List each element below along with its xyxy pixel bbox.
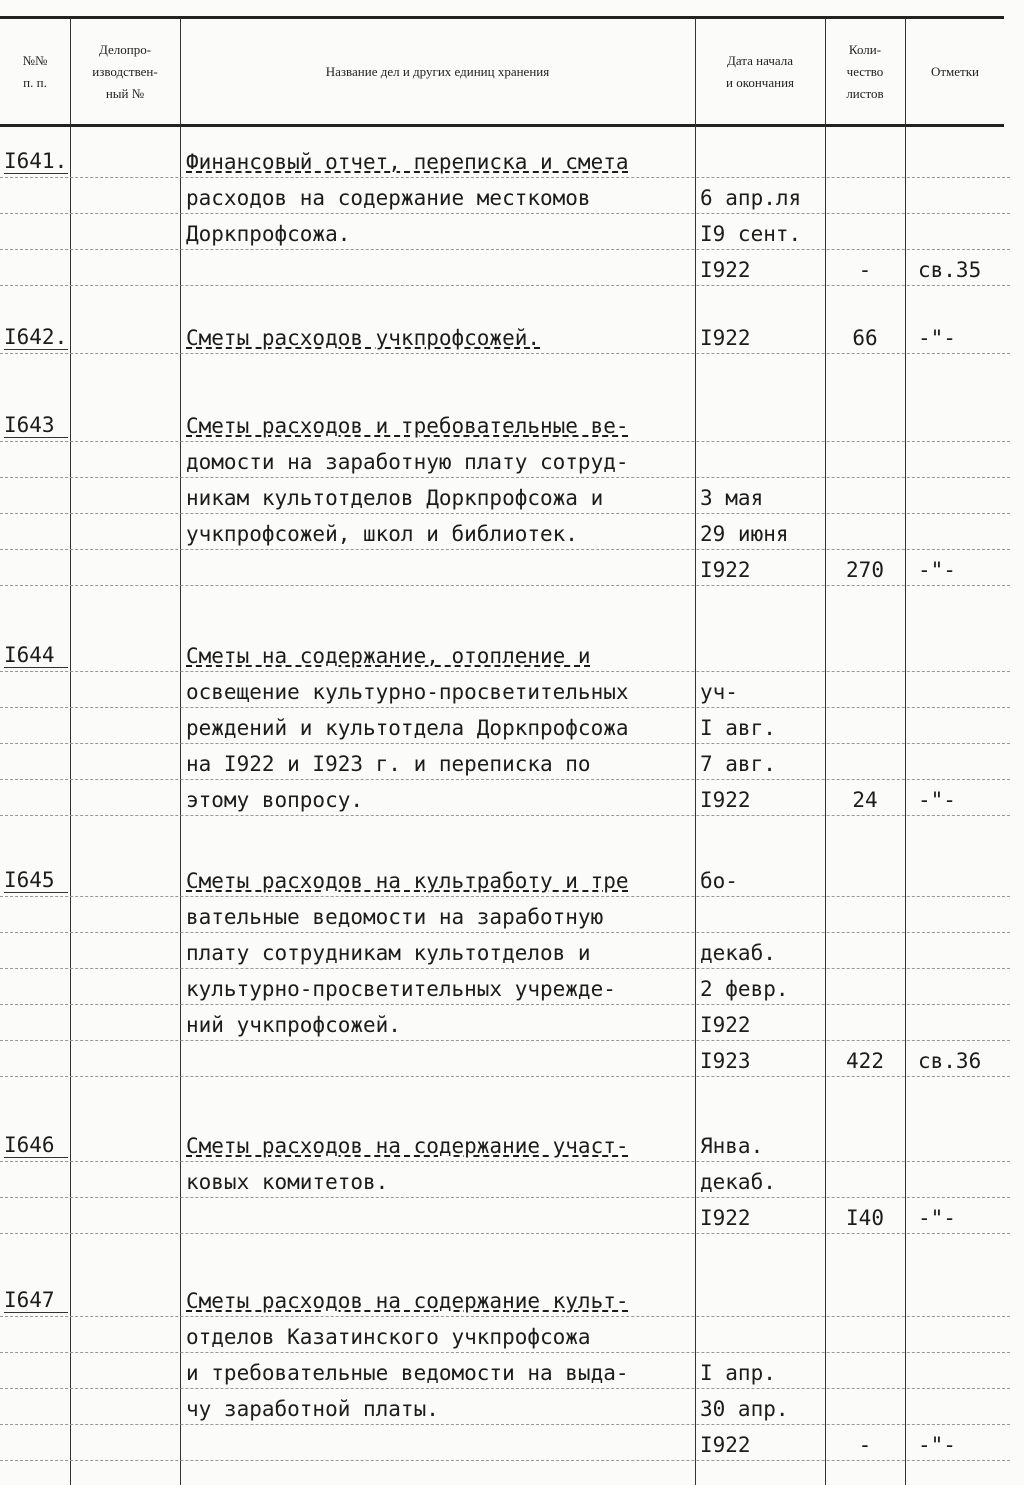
header-marks <box>905 22 1005 122</box>
record-line <box>0 142 1010 178</box>
record-date: 2 февр. <box>700 977 789 1001</box>
record-count: 24 <box>852 788 878 812</box>
record-mark: -"- <box>918 326 956 350</box>
record-title: плату сотрудникам культотделов и <box>186 941 591 965</box>
record-title: этому вопросу. <box>186 788 364 812</box>
record-date: I авг. <box>700 716 776 740</box>
record-title: и требовательные ведомости на выда- <box>186 1361 629 1385</box>
record-number: I643 <box>4 413 68 438</box>
record-line <box>0 1425 1010 1461</box>
header-sheet-count <box>825 22 905 122</box>
header-text: Коли- <box>848 42 882 57</box>
record-title: ний учкпрофсожей. <box>186 1013 401 1037</box>
record-number: I642. <box>4 325 68 349</box>
header-text: Название дел и других единиц хранения <box>325 64 550 79</box>
record-date: уч- <box>700 680 738 704</box>
record-count: 270 <box>846 558 884 582</box>
record-number: I644 <box>4 643 68 668</box>
header-number <box>0 22 70 122</box>
record-line <box>0 744 1010 780</box>
record-date: I923 <box>700 1049 751 1073</box>
record-number: I647 <box>4 1288 68 1313</box>
record-line <box>0 636 1010 672</box>
record-title: вательные ведомости на заработную <box>186 905 604 929</box>
record-date: Янва. <box>700 1134 764 1158</box>
record-line <box>0 861 1010 897</box>
header-dates <box>695 22 825 122</box>
record-count: - <box>858 1433 872 1457</box>
record-mark: -"- <box>918 1206 956 1230</box>
record-count: I40 <box>846 1206 884 1230</box>
record-line <box>0 897 1010 933</box>
record-count: 422 <box>846 1049 884 1073</box>
record-date: I апр. <box>700 1361 776 1385</box>
header-text: Отметки <box>930 64 980 79</box>
record-mark: св.36 <box>918 1049 982 1073</box>
record-line <box>0 1126 1010 1162</box>
record-date: 7 авг. <box>700 752 776 776</box>
record <box>0 1126 1010 1234</box>
record-date: I922 <box>700 558 751 582</box>
record <box>0 406 1010 586</box>
record-count: 66 <box>852 326 878 350</box>
record-title: на I922 и I923 г. и переписка по <box>186 752 591 776</box>
header-text: и окончания <box>725 75 795 90</box>
record-line <box>0 550 1010 586</box>
record-line <box>0 1005 1010 1041</box>
record-line <box>0 672 1010 708</box>
record-title: домости на заработную плату сотруд- <box>186 450 629 474</box>
record-line <box>0 406 1010 442</box>
record-date: бо- <box>700 869 738 893</box>
record-line <box>0 214 1010 250</box>
record-line <box>0 1281 1010 1317</box>
record-title: Сметы расходов и требовательные ве- <box>186 414 629 438</box>
record-title: чу заработной платы. <box>186 1397 439 1421</box>
record-date: I922 <box>700 326 751 350</box>
record-date: I922 <box>700 788 751 812</box>
record-date: 3 мая <box>700 486 764 510</box>
header-office-number <box>70 22 180 122</box>
record-date: I922 <box>700 1206 751 1230</box>
record-date: I922 <box>700 1013 751 1037</box>
record-title: реждений и культотдела Доркпрофсожа <box>186 716 629 740</box>
record <box>0 318 1010 354</box>
record-number: I645 <box>4 868 68 893</box>
record-line <box>0 478 1010 514</box>
record-number: I641. <box>4 149 68 173</box>
header-bottom-rule <box>0 124 1004 127</box>
record-title: Сметы расходов на содержание участ- <box>186 1134 629 1158</box>
record-date: I922 <box>700 1433 751 1457</box>
record-title: Финансовый отчет, переписка и смета <box>186 150 629 174</box>
record-line <box>0 1041 1010 1077</box>
record-title: освещение культурно-просветительных <box>186 680 629 704</box>
record-mark: -"- <box>918 1433 956 1457</box>
record-line <box>0 1389 1010 1425</box>
header-top-rule <box>0 16 1004 19</box>
record-date: I9 сент. <box>700 222 802 246</box>
record-line <box>0 1198 1010 1234</box>
record-line <box>0 178 1010 214</box>
record-title: Доркпрофсожа. <box>186 222 351 246</box>
record-title: никам культотделов Доркпрофсожа и <box>186 486 604 510</box>
record-date: 6 апр.ля <box>700 186 802 210</box>
record-date: декаб. <box>700 1170 776 1194</box>
header-text: изводствен- <box>92 64 158 79</box>
record-mark: -"- <box>918 558 956 582</box>
header-text: ный № <box>105 86 145 101</box>
record-line <box>0 514 1010 550</box>
record-date: 30 апр. <box>700 1397 789 1421</box>
record-title: ковых комитетов. <box>186 1170 389 1194</box>
record-number: I646 <box>4 1133 68 1158</box>
record-title: расходов на содержание месткомов <box>186 186 591 210</box>
record-date: I922 <box>700 258 751 282</box>
record-title: Сметы расходов на содержание культ- <box>186 1289 629 1313</box>
record-title: Сметы на содержание, отопление и <box>186 644 591 668</box>
record-line <box>0 780 1010 816</box>
record-line <box>0 933 1010 969</box>
record-line <box>0 318 1010 354</box>
header-text: чество <box>846 64 884 79</box>
record-mark: св.35 <box>918 258 982 282</box>
record-title: Сметы расходов на культработу и тре <box>186 869 629 893</box>
record <box>0 1281 1010 1461</box>
header-title <box>180 22 695 122</box>
record-count: - <box>858 258 872 282</box>
header-text: Делопро- <box>98 42 152 57</box>
record-line <box>0 1353 1010 1389</box>
record-title: учкпрофсожей, школ и библиотек. <box>186 522 578 546</box>
record-title: Сметы расходов учкпрофсожей. <box>186 326 541 350</box>
header-text: №№ <box>22 53 48 68</box>
record-date: 29 июня <box>700 522 789 546</box>
record-line <box>0 1317 1010 1353</box>
header-text: п. п. <box>23 75 47 90</box>
record-date: декаб. <box>700 941 776 965</box>
record-title: культурно-просветительных учрежде- <box>186 977 616 1001</box>
record-mark: -"- <box>918 788 956 812</box>
header-text: листов <box>846 86 884 101</box>
record <box>0 861 1010 1077</box>
record-line <box>0 708 1010 744</box>
record-title: отделов Казатинского учкпрофсожа <box>186 1325 591 1349</box>
record <box>0 636 1010 816</box>
record-line <box>0 1162 1010 1198</box>
record-line <box>0 250 1010 286</box>
header-text: Дата начала <box>726 53 794 68</box>
record <box>0 142 1010 286</box>
record-line <box>0 969 1010 1005</box>
record-line <box>0 442 1010 478</box>
